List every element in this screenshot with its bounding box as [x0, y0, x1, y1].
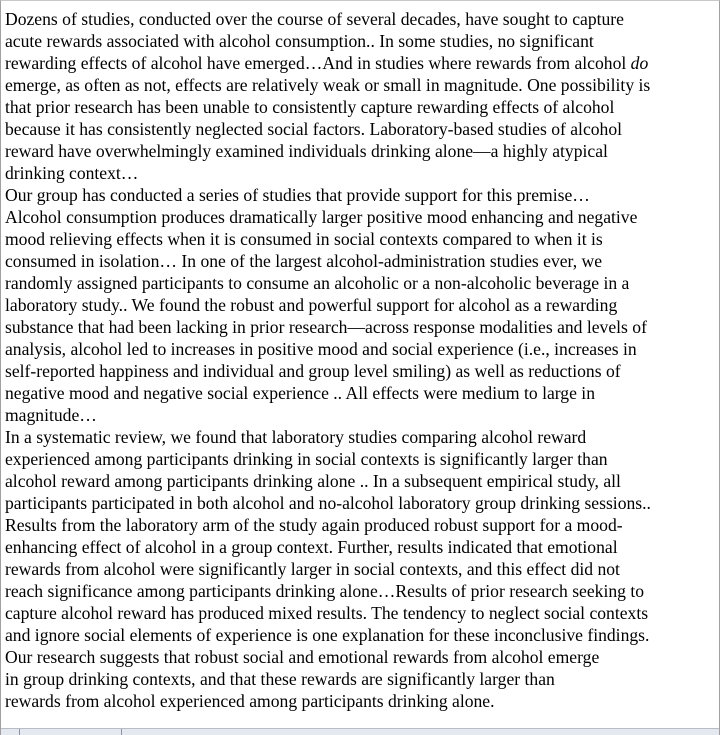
- text-line: because it has consistently neglected social factors. Laboratory-based studies of alcohol: [5, 119, 623, 139]
- text-line: randomly assigned participants to consume an alcoholic or a non-alcoholic beverage in a: [5, 273, 630, 293]
- text-line: reward have overwhelmingly examined individuals drinking alone—a highly atypical: [5, 141, 608, 161]
- text-line: substance that had been lacking in prior research—across response modalities and levels of: [5, 317, 647, 337]
- text-line: magnitude…: [5, 405, 97, 425]
- emphasis-do: do: [630, 53, 649, 73]
- text-line: rewarding effects of alcohol have emerged…And in studies where rewards from alcohol do: [5, 53, 649, 73]
- text-line: participants participated in both alcohol and no-alcohol laboratory group drinking sessions..: [5, 493, 651, 513]
- text-line: rewards from alcohol experienced among participants drinking alone.: [5, 691, 495, 711]
- text-line: In a systematic review, we found that laboratory studies comparing alcohol reward: [5, 427, 587, 447]
- document-text: [5, 8, 717, 712]
- scroll-tick: [121, 729, 122, 735]
- text-line: Results from the laboratory arm of the study again produced robust support for a mood-: [5, 515, 623, 535]
- text-line: analysis, alcohol led to increases in positive mood and social experience (i.e., increases in: [5, 339, 637, 359]
- text-line: Dozens of studies, conducted over the course of several decades, have sought to capture: [5, 9, 624, 29]
- text-line: self-reported happiness and individual and group level smiling) as well as reductions of: [5, 361, 621, 381]
- text-line: Alcohol consumption produces dramatically larger positive mood enhancing and negative: [5, 207, 638, 227]
- text-line: experienced among participants drinking in social contexts is significantly larger than: [5, 449, 608, 469]
- text-line: negative mood and negative social experience .. All effects were medium to large in: [5, 383, 595, 403]
- text-line: acute rewards associated with alcohol consumption.. In some studies, no significant: [5, 31, 594, 51]
- text-line: enhancing effect of alcohol in a group context. Further, results indicated that emotional: [5, 537, 618, 557]
- text-line: reach significance among participants drinking alone…Results of prior research seeking to: [5, 581, 645, 601]
- text-line: laboratory study.. We found the robust and powerful support for alcohol as a rewarding: [5, 295, 618, 315]
- text-line: consumed in isolation… In one of the largest alcohol-administration studies ever, we: [5, 251, 603, 271]
- text-line: Our group has conducted a series of studies that provide support for this premise…: [5, 185, 590, 205]
- text-line: that prior research has been unable to consistently capture rewarding effects of alcohol: [5, 97, 615, 117]
- text-line: capture alcohol reward has produced mixed results. The tendency to neglect social contexts: [5, 603, 649, 623]
- scroll-tick: [19, 729, 20, 735]
- text-line: and ignore social elements of experience is one explanation for these inconclusive findings.: [5, 625, 650, 645]
- text-line: drinking context…: [5, 163, 139, 183]
- text-line: rewards from alcohol were significantly larger in social contexts, and this effect did not: [5, 559, 620, 579]
- text-line: alcohol reward among participants drinking alone .. In a subsequent empirical study, all: [5, 471, 621, 491]
- bottom-scroll-bar[interactable]: [1, 728, 719, 735]
- text-line: Our research suggests that robust social and emotional rewards from alcohol emerge: [5, 647, 600, 667]
- text-line: emerge, as often as not, effects are relatively weak or small in magnitude. One possibility is: [5, 75, 651, 95]
- text-line: in group drinking contexts, and that these rewards are significantly larger than: [5, 669, 555, 689]
- text-line: mood relieving effects when it is consumed in social contexts compared to when it is: [5, 229, 603, 249]
